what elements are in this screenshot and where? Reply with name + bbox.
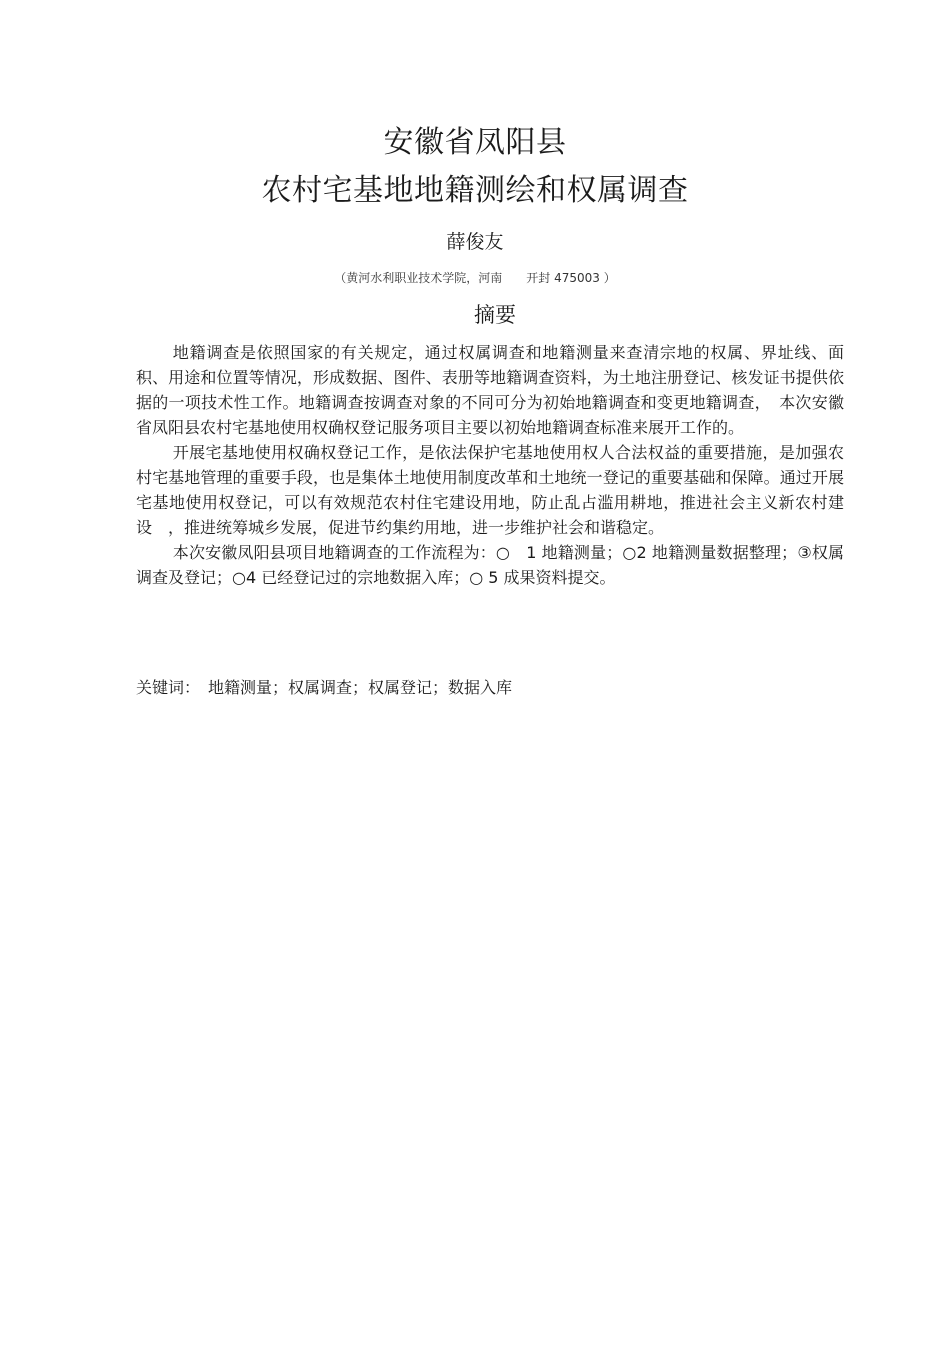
paper-title: [0, 120, 950, 214]
abstract-paragraph-1: 地籍调查是依照国家的有关规定，通过权属调查和地籍测量来查清宗地的权属、界址线、面积、用途和位置等情况，形成数据、图件、表册等地籍调查资料，为土地注册登记、核发证书提供依据的一项技术性工作。地籍调查按调查对象的不同可分为初始地籍调查和变更地籍调查， 本次安徽省凤阳县农村宅基地使用权确权登记服务项目主要以初始地籍调查标准来展开工作的。: [136, 343, 844, 437]
abstract-paragraph-3: 本次安徽凤阳县项目地籍调查的工作流程为：○ 1 地籍测量；○2 地籍测量数据整理；③权属调查及登记；○4 已经登记过的宗地数据入库；○ 5 成果资料提交。: [136, 543, 844, 587]
title-line-1: 安徽省凤阳县: [383, 125, 567, 160]
title-line-2: 农村宅基地地籍测绘和权属调查: [261, 173, 689, 208]
keywords-line: [136, 676, 844, 700]
keywords-list: 地籍测量；权属调查；权属登记；数据入库: [208, 678, 513, 697]
author-affiliation: （黄河水利职业技术学院，河南 开封 475003 ）: [334, 271, 616, 285]
abstract-heading: 摘要: [474, 303, 516, 327]
abstract-body: [136, 340, 844, 590]
author-name: 薛俊友: [446, 231, 504, 253]
keywords-label: 关键词：: [136, 678, 201, 697]
abstract-paragraph-2: 开展宅基地使用权确权登记工作，是依法保护宅基地使用权人合法权益的重要措施，是加强农村宅基地管理的重要手段，也是集体土地使用制度改革和土地统一登记的重要基础和保障。通过开展宅基地使用权登记，可以有效规范农村住宅建设用地，防止乱占滥用耕地，推进社会主义新农村建设 ，推进统筹城乡发展，促进节约集约用地，进一步维护社会和谐稳定。: [136, 443, 844, 537]
